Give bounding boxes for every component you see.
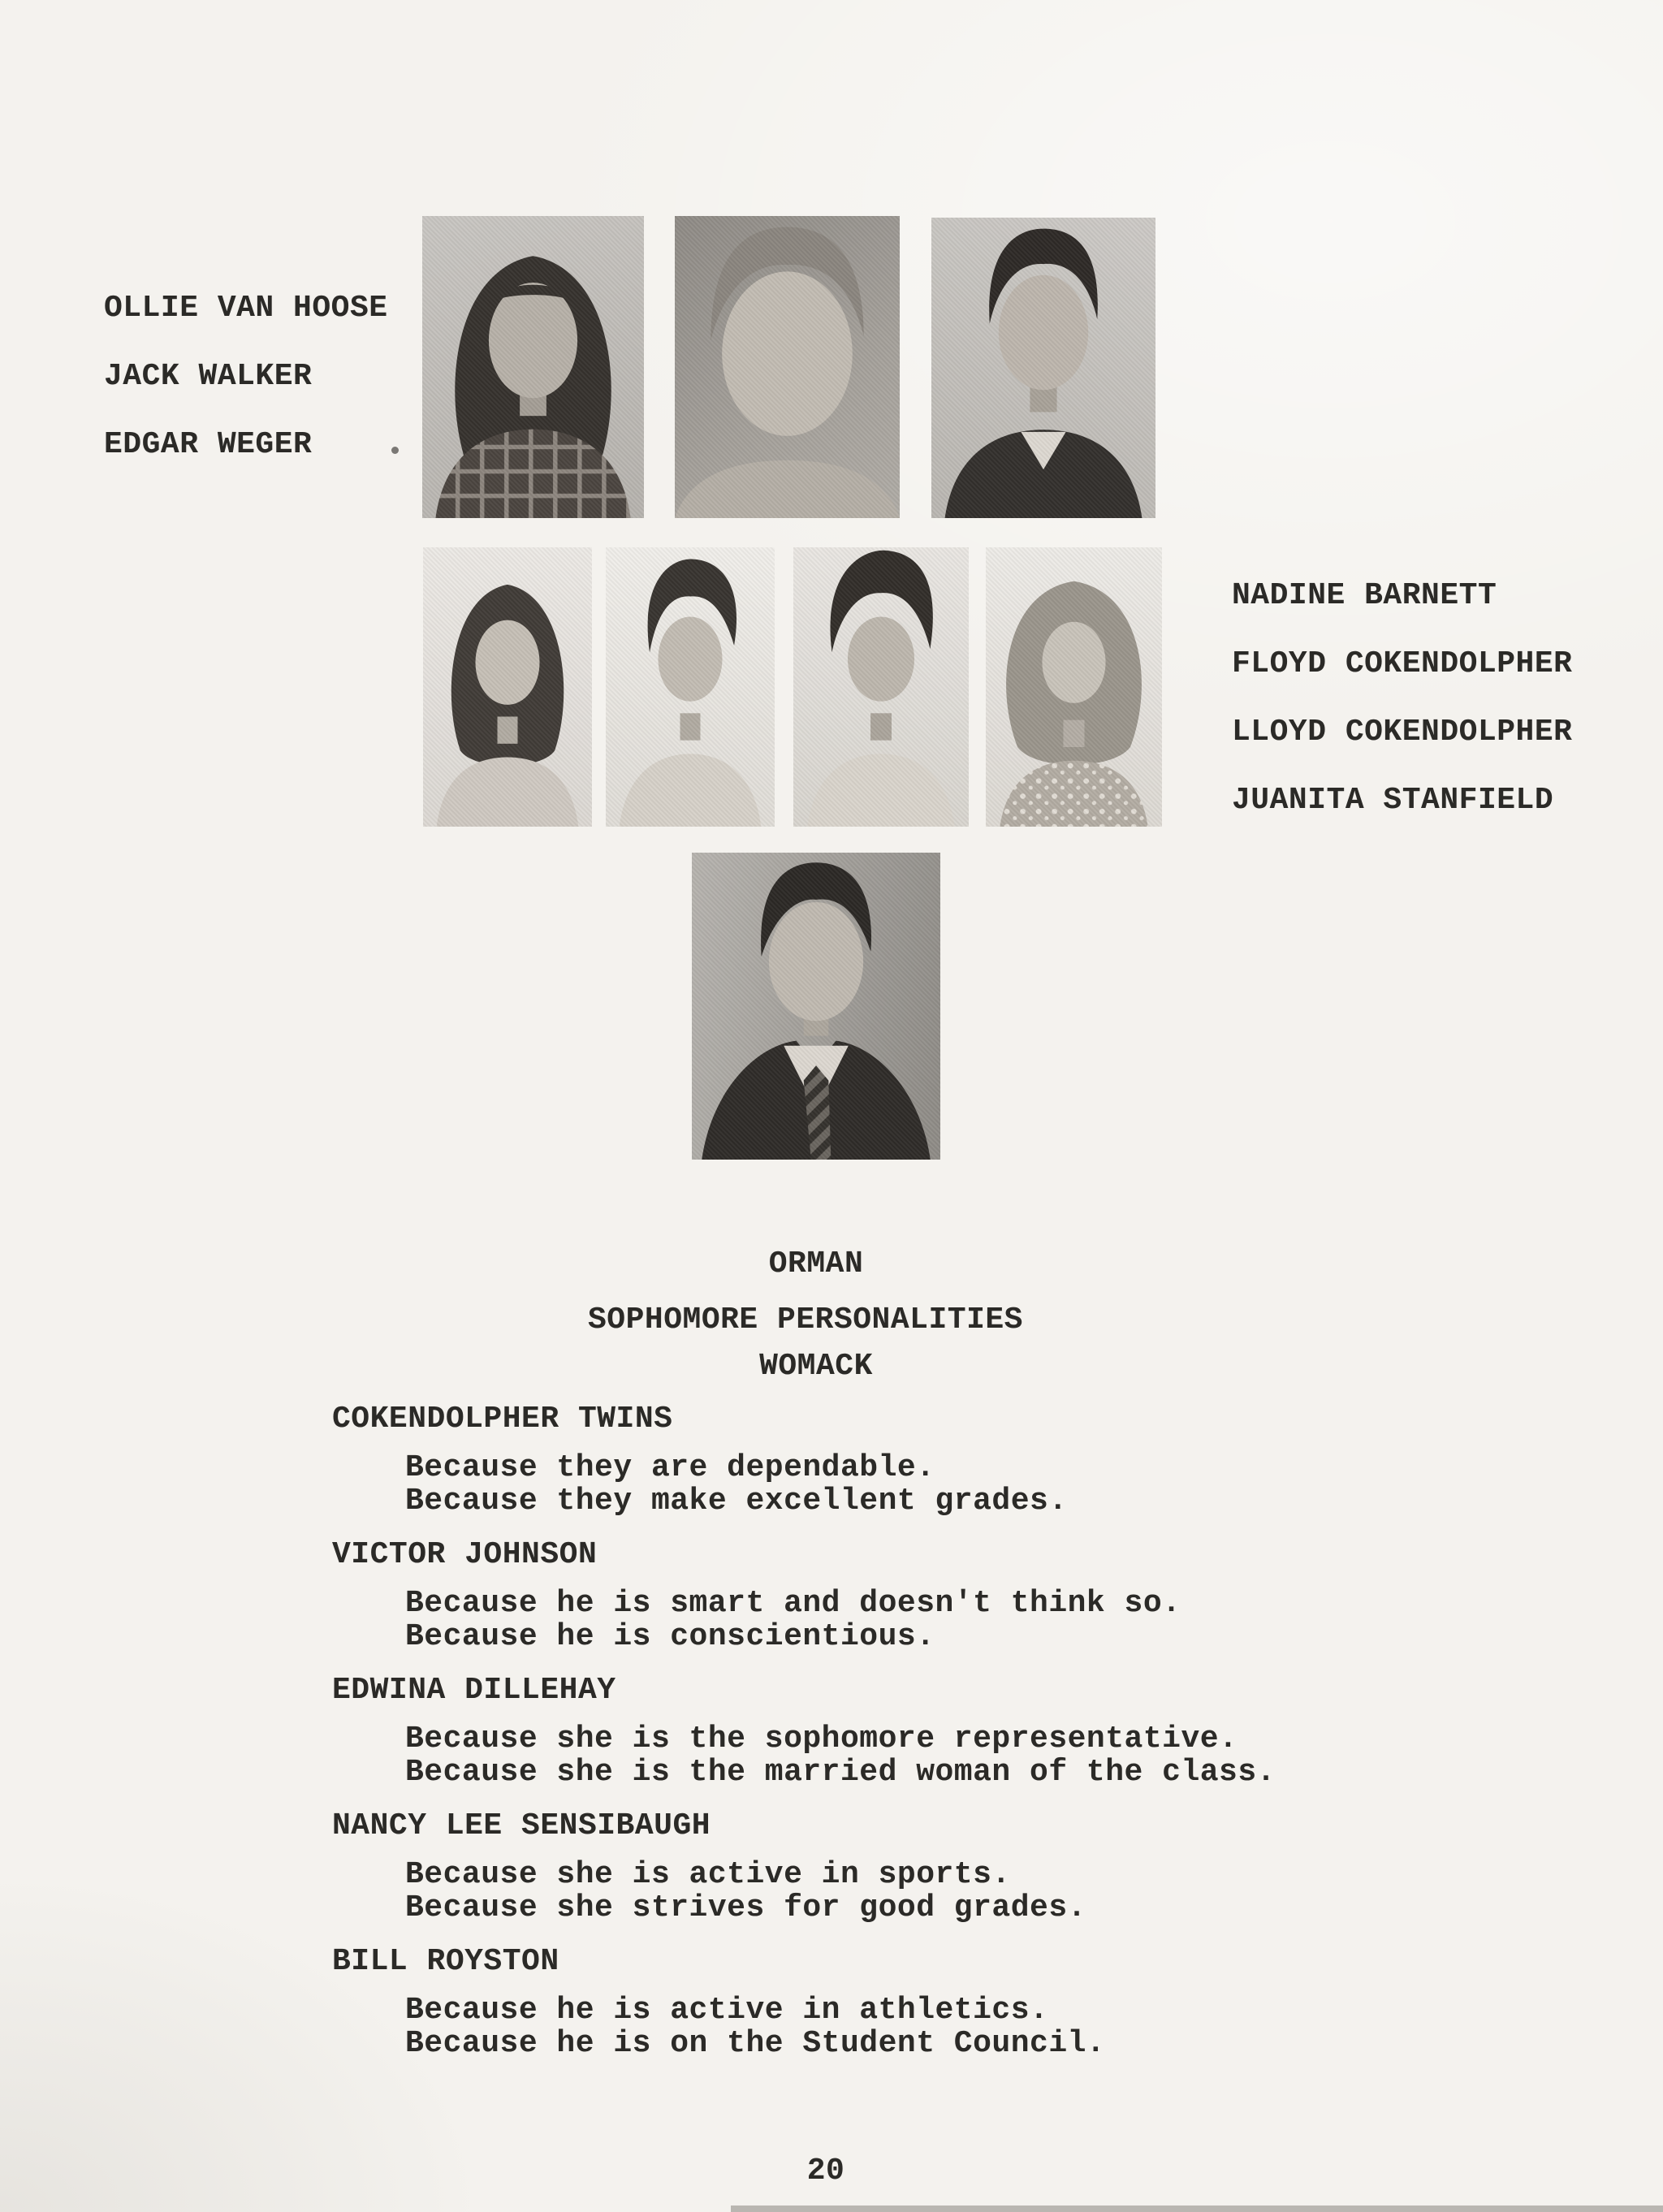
personality-name: COKENDOLPHER TWINS <box>332 1402 673 1437</box>
personality-entry <box>332 1673 1276 1789</box>
portrait-photo-4 <box>423 547 592 827</box>
portrait-photo-5 <box>606 547 775 827</box>
reason-line: Because he is conscientious. <box>405 1619 935 1654</box>
personality-entry <box>332 1402 1276 1518</box>
section-title: SOPHOMORE PERSONALITIES <box>588 1303 1023 1337</box>
portrait-photo-8 <box>692 853 940 1160</box>
reason-line: Because she is the sophomore representative. <box>405 1722 1238 1756</box>
personality-reasons <box>405 1451 1276 1518</box>
reason-line: Because he is smart and doesn't think so. <box>405 1586 1181 1621</box>
personality-name: NANCY LEE SENSIBAUGH <box>332 1808 711 1843</box>
personalities-list <box>332 1402 1276 2080</box>
personality-name: VICTOR JOHNSON <box>332 1537 598 1572</box>
personality-entry <box>332 1944 1276 2060</box>
reason-line: Because they make excellent grades. <box>405 1484 1068 1519</box>
reason-line: Because she is the married woman of the class. <box>405 1755 1276 1790</box>
portrait-photo-7 <box>986 547 1162 827</box>
personality-name: EDWINA DILLEHAY <box>332 1673 616 1708</box>
student-name: JACK WALKER <box>104 359 313 394</box>
personality-entry <box>332 1537 1276 1653</box>
scan-edge-shadow <box>731 2206 1663 2212</box>
personality-reasons <box>405 1587 1276 1653</box>
left-name-list <box>104 291 388 495</box>
ink-speck <box>391 447 399 454</box>
student-name: LLOYD COKENDOLPHER <box>1232 715 1573 750</box>
reason-line: Because he is active in athletics. <box>405 1993 1049 2028</box>
portrait-photo-3 <box>931 218 1155 518</box>
personality-reasons <box>405 1722 1276 1789</box>
reason-line: Because she strives for good grades. <box>405 1890 1086 1925</box>
student-name: OLLIE VAN HOOSE <box>104 291 388 326</box>
page-number: 20 <box>806 2154 845 2188</box>
student-name: NADINE BARNETT <box>1232 578 1497 613</box>
reason-line: Because she is active in sports. <box>405 1857 1011 1892</box>
right-name-list <box>1232 578 1572 851</box>
portrait-photo-1 <box>422 216 644 518</box>
reason-line: Because they are dependable. <box>405 1450 935 1485</box>
personality-name: BILL ROYSTON <box>332 1944 559 1979</box>
student-name: JUANITA STANFIELD <box>1232 783 1554 818</box>
personality-entry <box>332 1808 1276 1925</box>
student-name: FLOYD COKENDOLPHER <box>1232 646 1573 681</box>
student-name: EDGAR WEGER <box>104 427 313 462</box>
personality-reasons <box>405 1858 1276 1925</box>
caption-line-2: WOMACK <box>759 1349 873 1384</box>
portrait-photo-2 <box>675 216 900 518</box>
personality-reasons <box>405 1994 1276 2060</box>
reason-line: Because he is on the Student Council. <box>405 2026 1106 2061</box>
caption-line-1: ORMAN <box>768 1246 864 1281</box>
portrait-photo-6 <box>793 547 969 827</box>
